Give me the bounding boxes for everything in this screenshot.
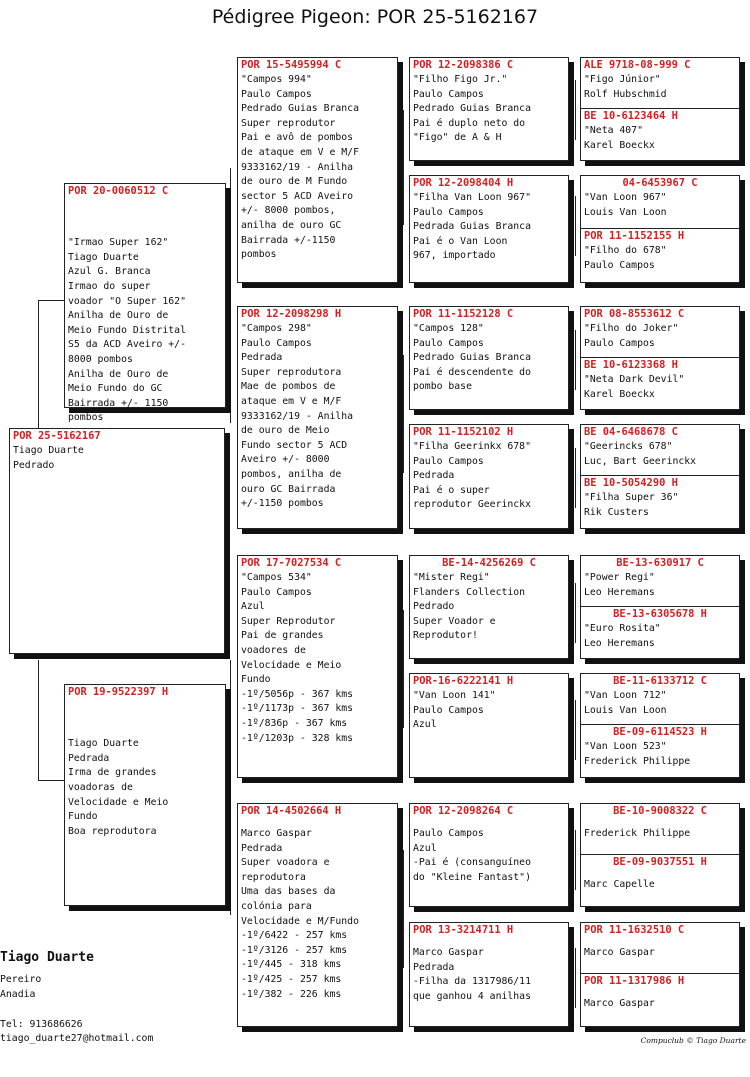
detail-line: Uma das bases da bbox=[241, 886, 336, 898]
ring-number: BE-13-630917 C bbox=[616, 557, 704, 569]
ring-number: POR 11-1632510 C bbox=[584, 924, 685, 936]
detail-line: Paulo Campos bbox=[413, 206, 484, 218]
owner-name: Tiago Duarte bbox=[0, 950, 94, 965]
grandparent-ring: POR 17-7027534 C bbox=[241, 557, 342, 569]
detail-line: Reprodutor! bbox=[413, 630, 478, 642]
detail-line: pombos, anilha de bbox=[241, 468, 342, 480]
detail-line: Pedrada bbox=[413, 470, 455, 482]
detail-line: Paulo Campos bbox=[241, 586, 312, 598]
detail-line: "Neta 407" bbox=[584, 125, 643, 136]
detail-line: "Campos 298" bbox=[241, 323, 312, 334]
grandparent-ring: POR 12-2098298 H bbox=[241, 308, 342, 320]
detail-line: sector 5 ACD Aveiro bbox=[241, 190, 354, 202]
detail-line: "Power Regi" bbox=[584, 572, 655, 583]
detail-line: Bairrada +/- 1150 bbox=[68, 397, 169, 409]
detail-line: Marc Capelle bbox=[584, 879, 655, 890]
ring-number: POR 11-1152155 H bbox=[584, 230, 685, 242]
owner-city: Pereiro bbox=[0, 974, 42, 985]
detail-line: Paulo Campos bbox=[241, 88, 312, 100]
subject-ring: POR 25-5162167 bbox=[13, 430, 101, 442]
detail-line: colónia para bbox=[241, 900, 312, 912]
detail-line: pombos bbox=[68, 412, 104, 424]
great-grandparent-card bbox=[409, 306, 569, 410]
detail-line: Pedrada bbox=[413, 961, 455, 973]
detail-line: -1º/1203p - 328 kms bbox=[241, 732, 354, 744]
pair-divider bbox=[580, 108, 740, 109]
great-grandparent-card bbox=[409, 175, 569, 283]
detail-line: Super voadora e bbox=[241, 857, 330, 869]
detail-line: Meio Fundo do GC bbox=[68, 383, 163, 395]
ring-number: POR 11-1152128 C bbox=[413, 308, 514, 320]
connector-line bbox=[38, 660, 39, 780]
detail-line: Flanders Collection bbox=[413, 586, 526, 598]
detail-line: Karel Boeckx bbox=[584, 139, 655, 151]
connector-line bbox=[230, 660, 231, 915]
footer-credit: Compuclub © Tiago Duarte bbox=[640, 1036, 746, 1045]
detail-line: Pedrada Guias Branca bbox=[413, 221, 531, 233]
detail-line: Pai de grandes bbox=[241, 630, 324, 642]
connector-line bbox=[38, 780, 64, 781]
detail-line: Pai é duplo neto do bbox=[413, 117, 526, 129]
detail-line: Marco Gaspar bbox=[584, 998, 655, 1009]
detail-line: Paulo Campos bbox=[584, 337, 655, 349]
detail-line: Mae de pombos de bbox=[241, 381, 336, 393]
detail-line: "Euro Rosita" bbox=[584, 623, 661, 634]
detail-line: Velocidade e Meio bbox=[241, 659, 342, 671]
detail-line: Tiago Duarte bbox=[68, 251, 139, 263]
detail-line: Pai é descendente do bbox=[413, 366, 531, 378]
detail-line: Super Reprodutor bbox=[241, 615, 336, 627]
connector-line bbox=[38, 300, 39, 390]
detail-line: "Filha Super 36" bbox=[584, 492, 679, 503]
detail-line: Marco Gaspar bbox=[241, 828, 312, 839]
detail-line: Velocidade e Meio bbox=[68, 796, 169, 808]
owner-phone: Tel: 913686626 bbox=[0, 1019, 83, 1030]
pair-divider bbox=[580, 854, 740, 855]
detail-line: Paulo Campos bbox=[241, 337, 312, 349]
detail-line: Pedrada bbox=[241, 842, 283, 854]
connector-line bbox=[403, 110, 404, 225]
connector-line bbox=[575, 330, 576, 390]
detail-line: Leo Heremans bbox=[584, 586, 655, 598]
detail-line: "Filho do 678" bbox=[584, 245, 667, 256]
detail-line: que ganhou 4 anilhas bbox=[413, 990, 531, 1002]
detail-line: Paulo Campos bbox=[413, 828, 484, 839]
detail-line: Irmao do super bbox=[68, 280, 151, 292]
gg-grandparent-pair bbox=[580, 922, 740, 1027]
detail-line: Louis Van Loon bbox=[584, 206, 667, 218]
sire-details bbox=[68, 207, 223, 455]
ring-number: BE 10-6123368 H bbox=[584, 359, 678, 371]
connector-line bbox=[575, 196, 576, 256]
detail-line: "Neta Dark Devil" bbox=[584, 374, 685, 385]
detail-line: "Filha Geerinkx 678" bbox=[413, 441, 531, 452]
detail-line: Pedrado Guias Branca bbox=[241, 103, 359, 115]
great-grandparent-card bbox=[409, 673, 569, 778]
detail-line: reprodutor Geerinckx bbox=[413, 499, 531, 511]
detail-line: -1º/425 - 257 kms bbox=[241, 973, 342, 985]
detail-line: "Van Loon 141" bbox=[413, 690, 496, 701]
ring-number: POR 13-3214711 H bbox=[413, 924, 514, 936]
detail-line: Pedrada bbox=[68, 752, 110, 764]
detail-line: Boa reprodutora bbox=[68, 825, 157, 837]
detail-line: anilha de ouro GC bbox=[241, 219, 342, 231]
grandparent-card bbox=[237, 803, 398, 1027]
detail-line: +/- 8000 pombos, bbox=[241, 205, 336, 217]
detail-line: Super Voador e bbox=[413, 615, 496, 627]
detail-line: ouro GC Bairrada bbox=[241, 483, 336, 495]
detail-line: voador "O Super 162" bbox=[68, 295, 186, 307]
connector-line bbox=[575, 583, 576, 643]
grandparent-card bbox=[237, 306, 398, 529]
detail-line: Marco Gaspar bbox=[584, 947, 655, 958]
detail-line: Frederick Philippe bbox=[584, 828, 691, 839]
detail-line: Azul bbox=[241, 601, 265, 613]
detail-line: +/-1150 pombos bbox=[241, 498, 324, 510]
pair-divider bbox=[580, 228, 740, 229]
detail-line: -1º/1173p - 367 kms bbox=[241, 703, 354, 715]
ring-number: POR 12-2098264 C bbox=[413, 805, 514, 817]
detail-line: Fundo bbox=[241, 674, 271, 686]
ring-number: BE-09-6114523 H bbox=[613, 726, 707, 738]
ring-number: POR 12-2098386 C bbox=[413, 59, 514, 71]
detail-line: Tiago Duarte bbox=[68, 738, 139, 750]
great-grandparent-card bbox=[409, 57, 569, 161]
detail-line: reprodutora bbox=[241, 871, 306, 883]
detail-line: Azul bbox=[413, 719, 437, 731]
connector-line bbox=[575, 830, 576, 890]
dam-ring: POR 19-9522397 H bbox=[68, 686, 169, 698]
gg-grandparent-pair bbox=[580, 424, 740, 529]
connector-line bbox=[575, 700, 576, 760]
subject-card bbox=[9, 428, 225, 654]
ring-number: BE-10-9008322 C bbox=[613, 805, 707, 817]
dam-details bbox=[68, 708, 223, 869]
gg-grandparent-pair bbox=[580, 57, 740, 161]
page-title: Pédigree Pigeon: POR 25-5162167 bbox=[211, 6, 539, 28]
gg-grandparent-pair bbox=[580, 673, 740, 778]
gg-grandparent-pair bbox=[580, 803, 740, 907]
pair-divider bbox=[580, 357, 740, 358]
detail-line: "Van Loon 523" bbox=[584, 741, 667, 752]
detail-line: 9333162/19 - Anilha bbox=[241, 161, 354, 173]
detail-line: -1º/6422 - 257 kms bbox=[241, 930, 348, 942]
owner-email: tiago_duarte27@hotmail.com bbox=[0, 1033, 154, 1044]
detail-line: "Campos 534" bbox=[241, 572, 312, 583]
pair-divider bbox=[580, 475, 740, 476]
ring-number: POR 12-2098404 H bbox=[413, 177, 514, 189]
detail-line: 967, importado bbox=[413, 250, 496, 262]
detail-line: 9333162/19 - Anilha bbox=[241, 410, 354, 422]
detail-line: pombo base bbox=[413, 381, 472, 393]
detail-line: "Filha Van Loon 967" bbox=[413, 192, 531, 203]
detail-line: Pedrado Guias Branca bbox=[413, 352, 531, 364]
detail-line: Aveiro +/- 8000 bbox=[241, 454, 330, 466]
ring-number: POR 11-1152102 H bbox=[413, 426, 514, 438]
detail-line: ataque em V e M/F bbox=[241, 395, 342, 407]
detail-line: do "Kleine Fantast") bbox=[413, 871, 531, 883]
ring-number: POR 08-8553612 C bbox=[584, 308, 685, 320]
detail-line: Super reprodutor bbox=[241, 117, 336, 129]
detail-line: Anilha de Ouro de bbox=[68, 310, 169, 322]
detail-line: "Geerincks 678" bbox=[584, 441, 673, 452]
great-grandparent-card bbox=[409, 922, 569, 1027]
detail-line: de ouro de Meio bbox=[241, 425, 330, 437]
detail-line: "Campos 994" bbox=[241, 74, 312, 85]
detail-line: "Figo Júnior" bbox=[584, 74, 661, 85]
detail-line: -Filha da 1317986/11 bbox=[413, 976, 531, 988]
detail-line: "Van Loon 967" bbox=[584, 192, 667, 203]
grandparent-card bbox=[237, 57, 398, 283]
detail-line: Paulo Campos bbox=[413, 704, 484, 716]
detail-line: Meio Fundo Distrital bbox=[68, 324, 186, 336]
detail-line: Bairrada +/-1150 bbox=[241, 234, 336, 246]
detail-line: Pedrado bbox=[13, 459, 55, 471]
detail-line: -1º/382 - 226 kms bbox=[241, 988, 342, 1000]
detail-line: "Van Loon 712" bbox=[584, 690, 667, 701]
detail-line: Paulo Campos bbox=[413, 455, 484, 467]
gg-grandparent-pair bbox=[580, 306, 740, 410]
great-grandparent-card bbox=[409, 803, 569, 907]
detail-line: Rik Custers bbox=[584, 506, 649, 518]
detail-line: 8000 pombos bbox=[68, 353, 133, 365]
detail-line: Leo Heremans bbox=[584, 637, 655, 649]
detail-line: S5 da ACD Aveiro +/- bbox=[68, 339, 186, 351]
detail-line: Paulo Campos bbox=[413, 337, 484, 349]
detail-line: Paulo Campos bbox=[413, 88, 484, 100]
ring-number: BE-11-6133712 C bbox=[613, 675, 707, 687]
connector-line bbox=[403, 610, 404, 728]
detail-line: Frederick Philippe bbox=[584, 755, 691, 767]
detail-line: -1º/3126 - 257 kms bbox=[241, 944, 348, 956]
detail-line: voadores de bbox=[241, 644, 306, 656]
ring-number: BE 10-6123464 H bbox=[584, 110, 678, 122]
detail-line: "Figo" de A & H bbox=[413, 132, 502, 144]
great-grandparent-card bbox=[409, 424, 569, 529]
detail-line: Irma de grandes bbox=[68, 767, 157, 779]
gg-grandparent-pair bbox=[580, 175, 740, 283]
pair-divider bbox=[580, 606, 740, 607]
detail-line: pombos bbox=[241, 249, 277, 261]
ring-number: BE 04-6468678 C bbox=[584, 426, 678, 438]
grandparent-ring: POR 14-4502664 H bbox=[241, 805, 342, 817]
detail-line: Velocidade e M/Fundo bbox=[241, 915, 359, 927]
detail-line: "Mister Regi" bbox=[413, 572, 490, 583]
detail-line: "Filho Figo Jr." bbox=[413, 74, 508, 85]
connector-line bbox=[38, 300, 64, 301]
detail-line: Louis Van Loon bbox=[584, 704, 667, 716]
detail-line: -1º/836p - 367 kms bbox=[241, 717, 348, 729]
ring-number: POR 11-1317986 H bbox=[584, 975, 685, 987]
ring-number: POR-16-6222141 H bbox=[413, 675, 514, 687]
detail-line: Azul bbox=[413, 842, 437, 854]
detail-line: Pedrado Guias Branca bbox=[413, 103, 531, 115]
grandparent-ring: POR 15-5495994 C bbox=[241, 59, 342, 71]
connector-line bbox=[403, 850, 404, 968]
connector-line bbox=[230, 168, 231, 423]
pair-divider bbox=[580, 724, 740, 725]
detail-line: Super reprodutora bbox=[241, 366, 342, 378]
connector-line bbox=[575, 948, 576, 1008]
detail-line: Fundo bbox=[68, 811, 98, 823]
detail-line: de ouro de M Fundo bbox=[241, 176, 348, 188]
detail-line: "Irmao Super 162" bbox=[68, 237, 169, 249]
detail-line: Tiago Duarte bbox=[13, 445, 84, 456]
detail-line: Azul G. Branca bbox=[68, 266, 151, 278]
detail-line: Rolf Hubschmid bbox=[584, 88, 667, 100]
detail-line: Pedrada bbox=[241, 352, 283, 364]
detail-line: -Pai é (consanguíneo bbox=[413, 857, 531, 869]
detail-line: "Campos 128" bbox=[413, 323, 484, 334]
ring-number: BE-13-6305678 H bbox=[613, 608, 707, 620]
detail-line: Paulo Campos bbox=[584, 259, 655, 271]
detail-line: Anilha de Ouro de bbox=[68, 368, 169, 380]
ring-number: BE-09-9037551 H bbox=[613, 856, 707, 868]
ring-number: BE 10-5054290 H bbox=[584, 477, 678, 489]
detail-line: Pai e avô de pombos bbox=[241, 132, 354, 144]
great-grandparent-card bbox=[409, 555, 569, 659]
detail-line: -1º/5056p - 367 kms bbox=[241, 688, 354, 700]
ring-number: ALE 9718-08-999 C bbox=[584, 59, 691, 71]
ring-number: BE-14-4256269 C bbox=[442, 557, 536, 569]
detail-line: voadoras de bbox=[68, 781, 133, 793]
detail-line: Karel Boeckx bbox=[584, 388, 655, 400]
connector-line bbox=[575, 448, 576, 508]
detail-line: Pai é o Van Loon bbox=[413, 235, 508, 247]
connector-line bbox=[403, 355, 404, 473]
dam-card bbox=[64, 684, 226, 906]
gg-grandparent-pair bbox=[580, 555, 740, 659]
detail-line: Pai é o super bbox=[413, 484, 490, 496]
sire-ring: POR 20-0060512 C bbox=[68, 185, 169, 197]
ring-number: 04-6453967 C bbox=[622, 177, 698, 189]
grandparent-card bbox=[237, 555, 398, 778]
connector-line bbox=[575, 80, 576, 140]
owner-region: Anadia bbox=[0, 989, 36, 1000]
pair-divider bbox=[580, 973, 740, 974]
sire-card bbox=[64, 183, 226, 424]
detail-line: Luc, Bart Geerinckx bbox=[584, 455, 697, 467]
detail-line: Pedrado bbox=[413, 601, 455, 613]
detail-line: de ataque em V e M/F bbox=[241, 146, 359, 158]
detail-line: Fundo sector 5 ACD bbox=[241, 439, 348, 451]
connector-line bbox=[38, 390, 39, 430]
detail-line: Marco Gaspar bbox=[413, 947, 484, 958]
detail-line: -1º/445 - 318 kms bbox=[241, 959, 342, 971]
detail-line: "Filho do Joker" bbox=[584, 323, 679, 334]
